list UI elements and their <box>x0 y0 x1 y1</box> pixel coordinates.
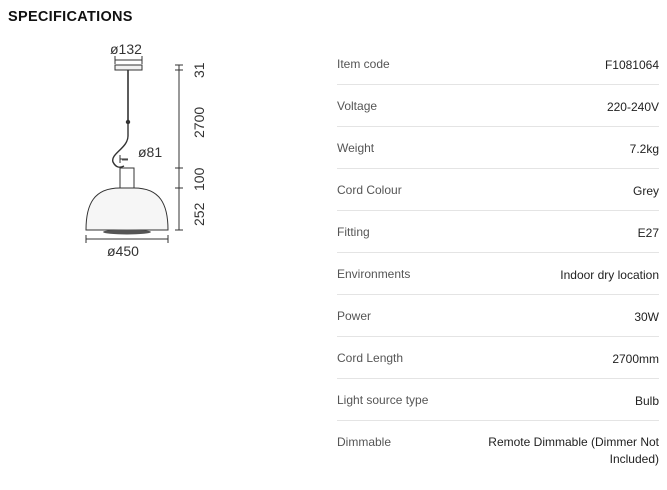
spec-label: Fitting <box>337 225 370 239</box>
spec-value: F1081064 <box>604 58 659 72</box>
spec-row-dimmable <box>337 421 659 471</box>
spec-value: 30W <box>634 310 659 324</box>
spec-value: Remote Dimmable (Dimmer Not Included) <box>488 435 659 466</box>
spec-row-cord-colour <box>337 169 659 211</box>
spec-value: E27 <box>637 226 659 240</box>
spec-label: Dimmable <box>337 435 392 449</box>
dim-height-canopy: 31 <box>191 62 207 78</box>
spec-value: 2700mm <box>612 352 659 366</box>
spec-value: 7.2kg <box>629 142 659 156</box>
spec-label: Voltage <box>337 99 378 113</box>
dim-height-socket: 100 <box>191 167 207 191</box>
spec-label: Cord Colour <box>337 183 402 197</box>
spec-table <box>337 43 659 471</box>
dim-top-diameter: ø132 <box>110 41 142 57</box>
spec-row-cord-length <box>337 337 659 379</box>
spec-label: Cord Length <box>337 351 404 365</box>
spec-value: Grey <box>632 184 659 198</box>
spec-label: Light source type <box>337 393 429 407</box>
spec-row-item-code <box>337 43 659 85</box>
spec-row-light-source-type <box>337 379 659 421</box>
dim-height-cord: 2700 <box>191 106 207 138</box>
spec-row-power <box>337 295 659 337</box>
dim-bottom-diameter: ø450 <box>107 243 139 259</box>
page-title: SPECIFICATIONS <box>8 9 133 25</box>
spec-row-weight <box>337 127 659 169</box>
pendant-light-diagram <box>70 36 220 266</box>
spec-label: Weight <box>337 141 375 155</box>
spec-row-environments <box>337 253 659 295</box>
spec-label: Item code <box>337 57 390 71</box>
dim-mid-diameter: ø81 <box>138 144 163 160</box>
dim-height-shade: 252 <box>191 202 207 226</box>
spec-row-fitting <box>337 211 659 253</box>
spec-row-voltage <box>337 85 659 127</box>
spec-value: Indoor dry location <box>560 268 659 282</box>
spec-value: 220-240V <box>606 100 659 114</box>
spec-value: Bulb <box>634 394 659 408</box>
spec-label: Environments <box>337 267 411 281</box>
spec-label: Power <box>337 309 372 323</box>
